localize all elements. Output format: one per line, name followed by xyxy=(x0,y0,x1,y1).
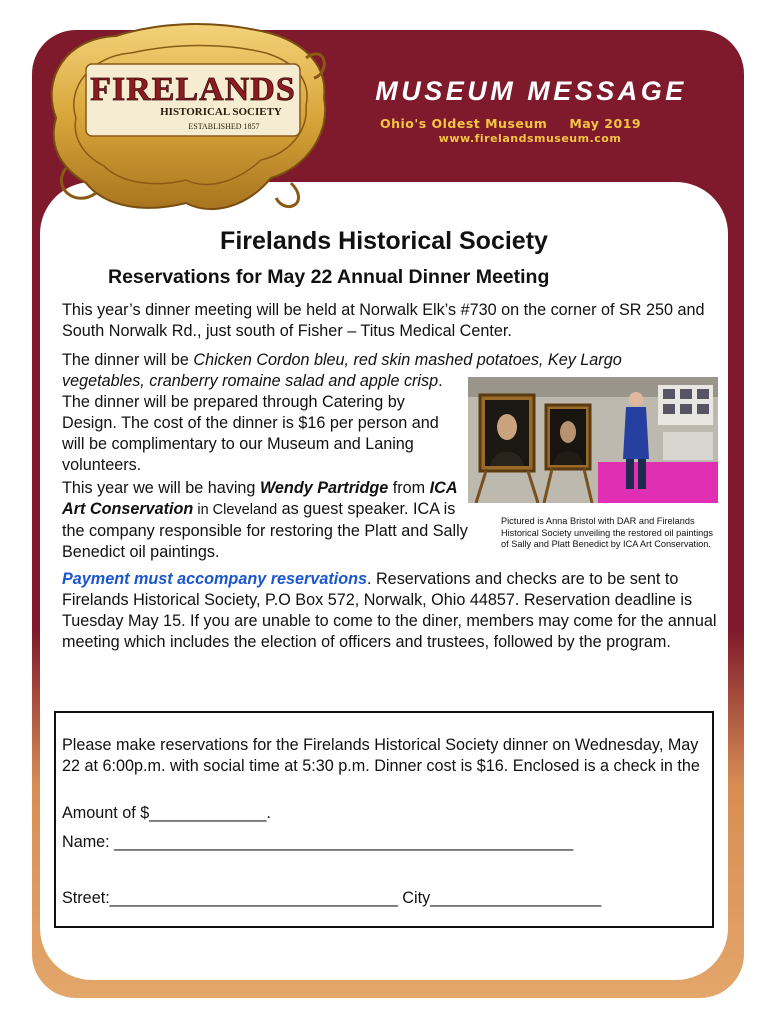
photo-caption: Pictured is Anna Bristol with DAR and Firelands Historical Society unveiling the restored oil paintings of Sally and Platt Benedict by ICA Art Conservation. xyxy=(501,516,713,549)
firelands-logo xyxy=(36,18,336,218)
form-street-field[interactable]: Street:________________________________ xyxy=(62,889,398,907)
masthead-title: MUSEUM MESSAGE xyxy=(375,76,687,106)
logo-subtitle: HISTORICAL SOCIETY xyxy=(160,106,282,118)
paragraph-location: This year’s dinner meeting will be held at Norwalk Elk’s #730 on the corner of SR 250 and South Norwalk Rd., just south of Fisher – Titus Medical Center. xyxy=(62,301,705,340)
menu-items-line2: vegetables, cranberry romaine salad and apple crisp xyxy=(62,372,439,390)
payment-emphasis: Payment must accompany reservations xyxy=(62,570,367,588)
page-subheading: Reservations for May 22 Annual Dinner Meeting xyxy=(108,266,550,288)
speaker-name: Wendy Partridge xyxy=(259,479,389,497)
form-address-row xyxy=(62,888,601,909)
masthead-date: May 2019 xyxy=(569,116,642,131)
speaker-location: in Cleveland xyxy=(193,502,278,518)
logo-established: ESTABLISHED 1857 xyxy=(188,122,260,131)
masthead-url[interactable]: www.firelandsmuseum.com xyxy=(438,132,622,145)
speaker-from: from xyxy=(388,479,430,497)
page-heading: Firelands Historical Society xyxy=(220,227,548,255)
form-city-field[interactable]: City___________________ xyxy=(397,889,602,907)
payment-details: . Reservations and checks are to be sent to Firelands Historical Society, P.O Box 572, Norwalk, Ohio 44857. Reservation deadline is Tuesday May 15. If you are unable to come to the diner, members may come for the annual meeting which includes the election of officers and trustees, followed by the program. xyxy=(62,570,717,651)
form-intro: Please make reservations for the Firelands Historical Society dinner on Wednesday, May 22 at 6:00p.m. with social time at 5:30 p.m. Dinner cost is $16. Enclosed is a check in the xyxy=(62,736,700,775)
event-photo xyxy=(468,377,718,503)
speaker-suffix: as guest speaker. ICA is the company responsible for restoring the Platt and Sally Benedict oil paintings. xyxy=(62,500,468,561)
menu-prefix: The dinner will be xyxy=(62,351,194,369)
paragraph-speaker xyxy=(62,478,474,563)
form-name-field[interactable]: Name: ___________________________________________________ xyxy=(62,833,574,851)
menu-suffix: . The dinner will be prepared through Catering by Design. The cost of the dinner is $16 per person and will be complimentary to our Museum and Laning volunteers. xyxy=(62,372,443,474)
logo-title: FIRELANDS xyxy=(90,71,296,108)
paragraph-payment xyxy=(62,569,722,653)
paragraph-menu xyxy=(62,350,622,476)
menu-items-line1: Chicken Cordon bleu, red skin mashed potatoes, Key Largo xyxy=(193,351,622,369)
speaker-company: ICA Art Conservation xyxy=(62,479,457,518)
logo-emblem-icon xyxy=(36,18,336,218)
speaker-prefix: This year we will be having xyxy=(62,479,260,497)
masthead-tagline-row xyxy=(380,116,680,131)
form-amount-field[interactable]: Amount of $_____________. xyxy=(62,804,271,822)
masthead-tagline: Ohio's Oldest Museum xyxy=(380,116,548,131)
